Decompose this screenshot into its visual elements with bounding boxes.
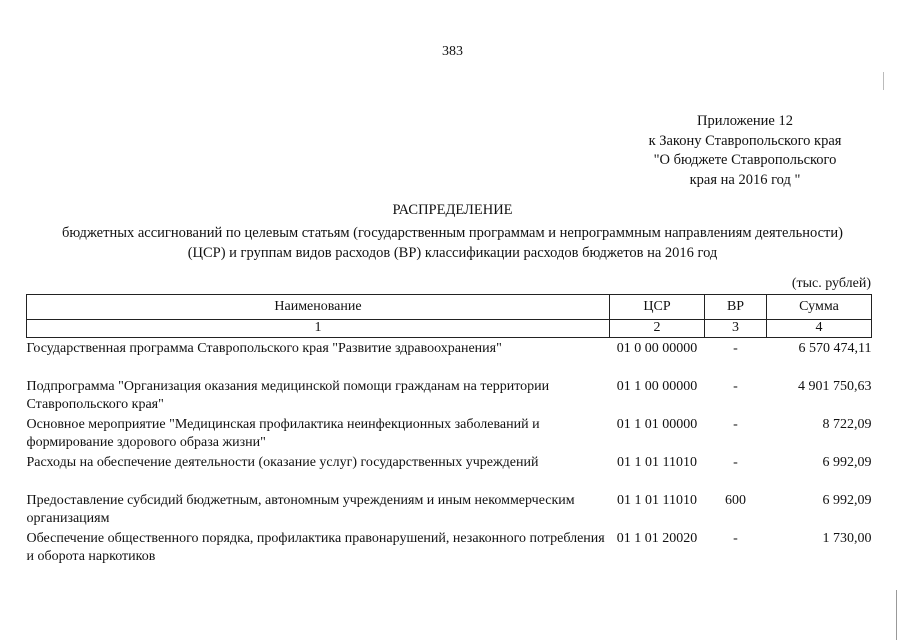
row-vr: -	[733, 341, 738, 356]
column-number-row	[27, 320, 872, 338]
subtitle-line: бюджетных ассигнований по целевым статьям (государственным программам и непрограммным направлениям деятельности)	[62, 225, 843, 241]
appendix-line: "О бюджете Ставропольского	[653, 152, 837, 168]
row-name: Расходы на обеспечение деятельности (оказание услуг) государственных учреждений	[26, 455, 539, 470]
appendix-line: к Закону Ставропольского края	[648, 132, 842, 149]
row-name: Обеспечение общественного порядка, профилактика правонарушений, незаконного потребления и оборота наркотиков	[26, 531, 605, 564]
table-row	[27, 338, 872, 377]
subtitle-line: (ЦСР) и группам видов расходов (ВР) классификации расходов бюджетов на 2016 год	[187, 245, 718, 261]
table-row	[27, 490, 872, 528]
header-sum: Сумма	[767, 295, 872, 320]
page-number: 383	[442, 44, 463, 59]
row-sum: 4 901 750,63	[798, 379, 872, 394]
row-csr: 01 0 00 00000	[616, 341, 698, 356]
row-csr: 01 1 01 11010	[617, 455, 697, 470]
row-name: Предоставление субсидий бюджетным, автономным учреждениям и иным некоммерческим организациям	[26, 493, 575, 526]
row-vr: -	[733, 417, 738, 432]
row-csr: 01 1 01 20020	[616, 531, 698, 546]
column-number: 4	[767, 320, 872, 338]
row-vr: -	[733, 455, 738, 470]
row-name: Подпрограмма "Организация оказания медицинской помощи гражданам на территории Ставропольского края"	[26, 379, 550, 412]
row-name: Государственная программа Ставропольского края "Развитие здравоохранения"	[26, 341, 502, 356]
row-name: Основное мероприятие "Медицинская профилактика неинфекционных заболеваний и формирование здорового образа жизни"	[26, 417, 540, 450]
column-number: 2	[610, 320, 705, 338]
table-row	[27, 452, 872, 490]
column-number: 1	[27, 320, 610, 338]
row-csr: 01 1 01 00000	[616, 417, 698, 432]
row-sum: 6 992,09	[822, 493, 872, 508]
budget-table	[26, 294, 872, 566]
units-label: (тыс. рублей)	[791, 276, 871, 291]
appendix-line: Приложение 12	[697, 113, 793, 129]
header-csr: ЦСР	[610, 295, 705, 320]
row-sum: 1 730,00	[822, 531, 872, 546]
row-csr: 01 1 01 11010	[617, 493, 697, 508]
row-csr: 01 1 00 00000	[616, 379, 698, 394]
table-row	[27, 528, 872, 566]
scan-artifact	[896, 590, 897, 640]
appendix-line: края на 2016 год "	[689, 171, 801, 188]
table-row	[27, 376, 872, 414]
scan-artifact	[883, 72, 884, 90]
row-vr: -	[733, 379, 738, 394]
document-subtitle	[20, 223, 885, 263]
row-vr: 600	[725, 493, 746, 508]
table-row	[27, 414, 872, 452]
row-sum: 6 570 474,11	[798, 341, 872, 356]
row-sum: 8 722,09	[822, 417, 872, 432]
row-vr: -	[733, 531, 738, 546]
document-title: РАСПРЕДЕЛЕНИЕ	[392, 202, 513, 218]
appendix-block	[620, 112, 870, 190]
header-vr: ВР	[705, 295, 767, 320]
row-sum: 6 992,09	[822, 455, 872, 470]
column-number: 3	[705, 320, 767, 338]
header-name: Наименование	[27, 295, 610, 320]
table-header-row	[27, 295, 872, 320]
